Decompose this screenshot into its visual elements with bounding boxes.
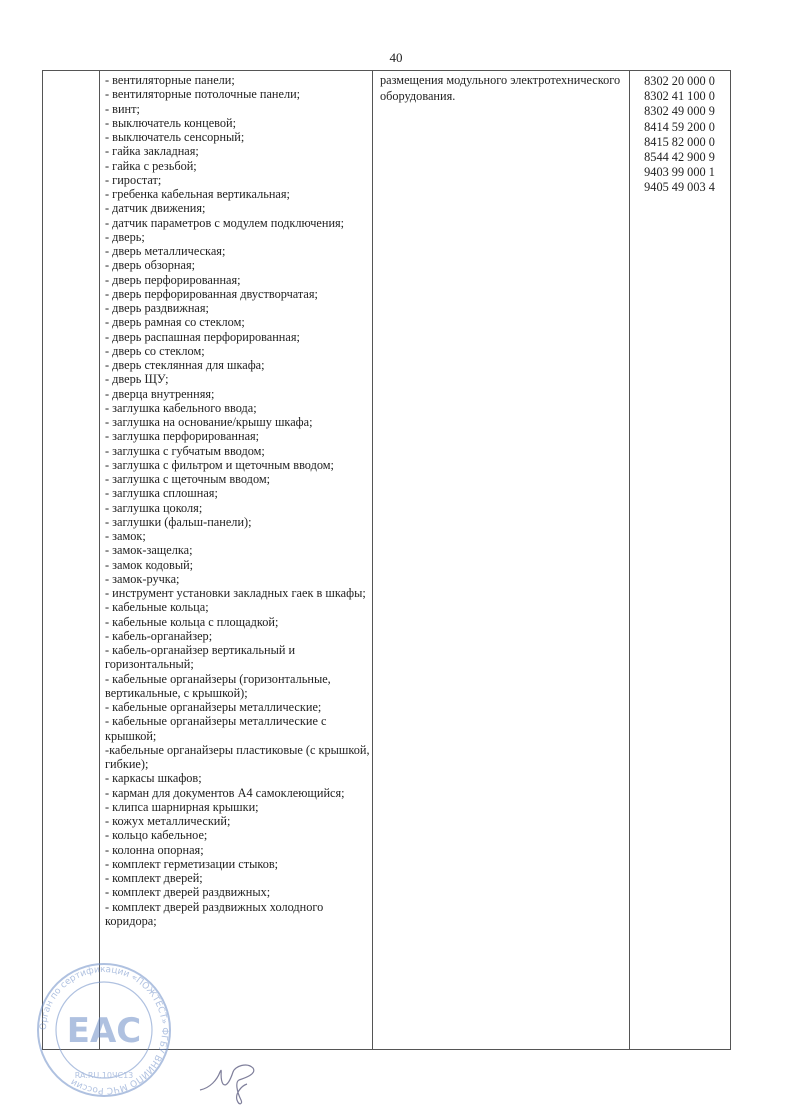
tn-ved-code: 8415 82 000 0: [644, 134, 715, 149]
product-item: - инструмент установки закладных гаек в шкафы;: [105, 586, 366, 600]
product-item: - гайка закладная;: [105, 144, 199, 159]
product-item: - кольцо кабельное;: [105, 828, 208, 843]
page-number: 40: [389, 50, 403, 65]
product-item: - кабель-органайзер вертикальный и горизонтальный;: [105, 643, 296, 672]
product-item: - комплект дверей;: [105, 871, 203, 885]
stamp-mark: ЕАС: [66, 1011, 142, 1051]
table-column-codes: [629, 71, 730, 1049]
product-item: - кабельные органайзеры (горизонтальные, вертикальные, с крышкой);: [105, 671, 331, 700]
table-column-number: [43, 71, 100, 1049]
product-item: - комплект герметизации стыков;: [105, 856, 279, 871]
product-item: - кабельные органайзеры металлические с крышкой;: [105, 714, 327, 743]
product-item: - замок-ручка;: [105, 571, 180, 586]
product-item: - дверь рамная со стеклом;: [105, 315, 245, 330]
product-item: - дверь металлическая;: [105, 244, 226, 258]
product-item: - замок кодовый;: [105, 557, 194, 572]
tn-ved-code: 8302 41 100 0: [644, 89, 715, 104]
product-item: - заглушки (фальш-панели);: [105, 514, 252, 529]
code-list: [629, 71, 730, 196]
stamp-text: Орган по сертификации «ПОЖТЕСТ» ФГБУ ВНИИПО МЧС России: [38, 964, 170, 1096]
description-text: размещения модульного электротехнического оборудования.: [380, 73, 621, 103]
product-item: - выключатель сенсорный;: [105, 130, 245, 144]
product-item: - вентиляторные потолочные панели;: [105, 87, 301, 102]
product-item: - заглушка цоколя;: [105, 500, 203, 515]
product-item: - дверь раздвижная;: [105, 301, 209, 315]
product-item: - дверь стеклянная для шкафа;: [105, 358, 265, 372]
product-item: - заглушка с губчатым вводом;: [105, 443, 265, 458]
product-item: - колонна опорная;: [105, 842, 204, 857]
product-item: - кабельные кольца;: [105, 600, 209, 615]
product-item: - гребенка кабельная вертикальная;: [105, 187, 290, 201]
product-item: - кабель-органайзер;: [105, 628, 213, 643]
tn-ved-code: 8302 20 000 0: [644, 74, 715, 88]
product-item: - выключатель концевой;: [105, 115, 237, 130]
tn-ved-code: 8302 49 000 9: [644, 104, 715, 119]
product-item: - дверца внутренняя;: [105, 386, 215, 401]
tn-ved-code: 8544 42 900 9: [644, 150, 715, 165]
product-item: - заглушка с щеточным вводом;: [105, 472, 271, 486]
product-list: [99, 71, 372, 928]
table-column-description: [372, 71, 630, 1049]
product-item: -кабельные органайзеры пластиковые (с крышкой, гибкие);: [105, 742, 370, 771]
stamp-reg: RA.RU.10ЧС13: [74, 1071, 134, 1080]
product-table: [42, 70, 731, 1050]
product-item: - клипса шарнирная крышки;: [105, 799, 259, 814]
product-item: - гиростат;: [105, 172, 162, 187]
product-item: - карман для документов А4 самоклеющийся;: [105, 785, 345, 800]
product-item: - замок;: [105, 529, 146, 543]
product-item: - дверь перфорированная двустворчатая;: [105, 286, 318, 301]
product-item: - заглушка с фильтром и щеточным вводом;: [105, 457, 334, 472]
product-item: - дверь обзорная;: [105, 258, 196, 273]
tn-ved-code: 8414 59 200 0: [644, 119, 715, 134]
table-column-products: [99, 71, 373, 1049]
product-item: - комплект дверей раздвижных холодного коридора;: [105, 899, 324, 928]
product-item: - дверь перфорированная;: [105, 272, 241, 287]
product-item: - кабельные органайзеры металлические;: [105, 700, 322, 714]
product-item: - гайка с резьбой;: [105, 158, 197, 173]
tn-ved-code: 9405 49 003 4: [644, 180, 715, 195]
product-item: - дверь;: [105, 229, 145, 244]
product-item: - датчик параметров с модулем подключения;: [105, 215, 345, 230]
product-item: - винт;: [105, 101, 140, 116]
product-item: - заглушка перфорированная;: [105, 429, 260, 444]
product-item: - кабельные кольца с площадкой;: [105, 614, 279, 629]
product-item: - комплект дверей раздвижных;: [105, 885, 271, 900]
product-item: - вентиляторные панели;: [105, 73, 235, 87]
product-item: - кожух металлический;: [105, 814, 231, 828]
tn-ved-code: 9403 99 000 1: [644, 165, 715, 180]
product-item: - заглушка на основание/крышу шкафа;: [105, 415, 313, 429]
product-item: - каркасы шкафов;: [105, 771, 202, 786]
product-item: - датчик движения;: [105, 201, 206, 216]
product-item: - заглушка сплошная;: [105, 486, 218, 501]
product-item: - дверь ЩУ;: [105, 372, 169, 387]
product-item: - заглушка кабельного ввода;: [105, 400, 257, 415]
product-item: - дверь распашная перфорированная;: [105, 329, 300, 344]
product-item: - замок-защелка;: [105, 543, 193, 558]
product-item: - дверь со стеклом;: [105, 343, 205, 358]
signature: [195, 1058, 265, 1108]
